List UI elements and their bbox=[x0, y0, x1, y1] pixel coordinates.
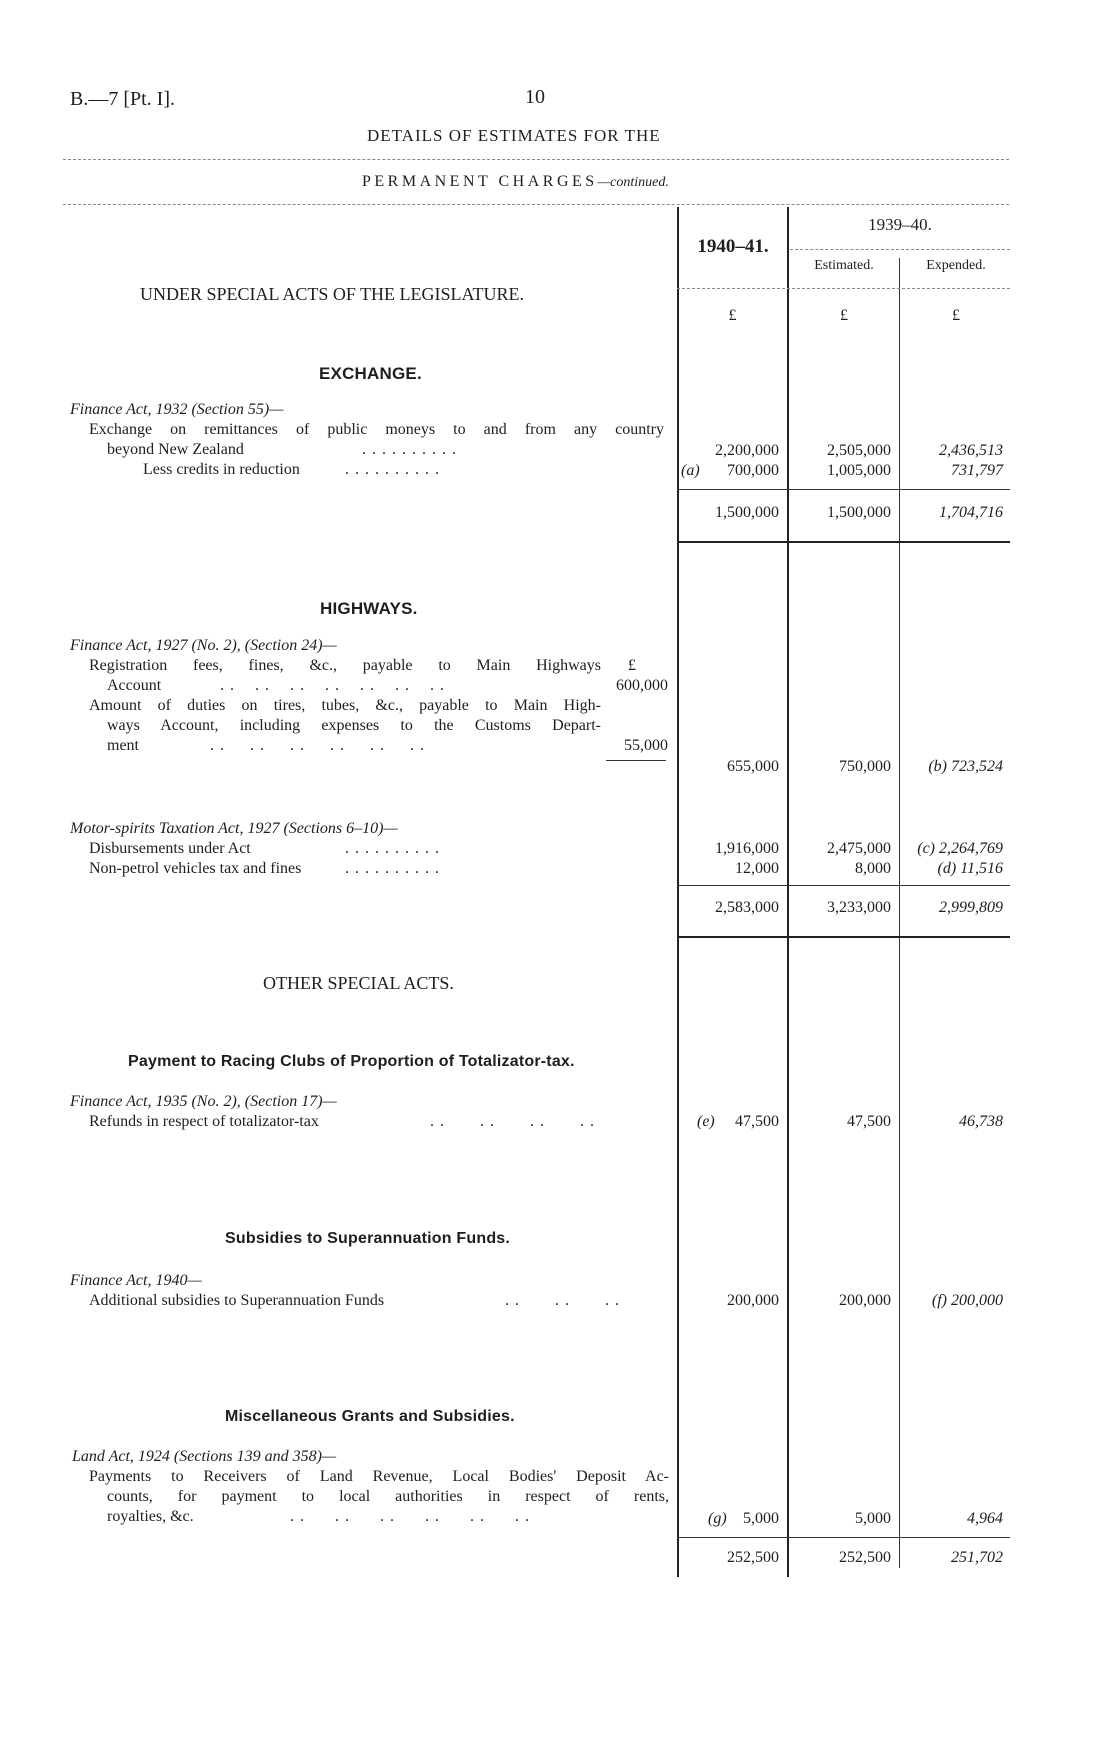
value: 723,524 bbox=[951, 758, 1003, 775]
superannuation-heading: Subsidies to Superannuation Funds. bbox=[225, 1230, 511, 1247]
note-label: (f) bbox=[931, 1292, 947, 1309]
highways-m2-c1: 12,000 bbox=[735, 860, 779, 877]
superannuation-line: Additional subsidies to Superannuation Funds bbox=[89, 1292, 385, 1309]
exchange-line1: Exchange on remittances of public moneys to and from any country bbox=[89, 421, 664, 438]
subtitle-main: PERMANENT CHARGES bbox=[362, 173, 598, 190]
highways-p1-line2: Account bbox=[107, 677, 162, 694]
land-line1: Payments to Receivers of Land Revenue, Local Bodies' Deposit Ac- bbox=[89, 1468, 669, 1485]
racing-line: Refunds in respect of totalizator-tax bbox=[89, 1113, 319, 1130]
land-line2: counts, for payment to local authorities in respect of rents, bbox=[107, 1488, 669, 1505]
exchange-line2: beyond New Zealand bbox=[107, 441, 244, 458]
exchange-r2-c3: 731,797 bbox=[951, 462, 1003, 479]
document-reference: B.—7 [Pt. I]. bbox=[70, 88, 175, 110]
land-act: Land Act, 1924 (Sections 139 and 358)— bbox=[72, 1448, 337, 1465]
note-label: (a) bbox=[681, 462, 700, 479]
note-label: (b) bbox=[928, 758, 947, 775]
leader-dots: . . . . . . . . . . bbox=[345, 860, 440, 877]
exchange-r1-c2: 2,505,000 bbox=[827, 442, 891, 459]
col-divider-left bbox=[677, 207, 679, 1577]
exchange-heading: EXCHANGE. bbox=[319, 364, 422, 383]
other-total-c3: 251,702 bbox=[951, 1549, 1003, 1566]
note-e bbox=[697, 1113, 715, 1131]
colhead-rule bbox=[677, 288, 1010, 289]
land-c3: 4,964 bbox=[967, 1510, 1003, 1527]
highways-sum-rule bbox=[606, 760, 666, 761]
exchange-r1-c1: 2,200,000 bbox=[715, 442, 779, 459]
highways-p2-amount: 55,000 bbox=[624, 737, 668, 754]
leader-dots: . . . . . . . . . . . . . . bbox=[220, 677, 445, 694]
exchange-total-c1: 1,500,000 bbox=[715, 504, 779, 521]
page-number: 10 bbox=[525, 86, 545, 108]
superannuation-c3 bbox=[902, 1292, 1003, 1310]
leader-dots: . . . . . . . . . . bbox=[345, 461, 440, 478]
racing-c1: 47,500 bbox=[735, 1113, 779, 1130]
superannuation-c2: 200,000 bbox=[839, 1292, 891, 1309]
highways-m1: Disbursements under Act bbox=[89, 840, 251, 857]
currency-col2: £ bbox=[840, 307, 848, 324]
highways-p2-line2: ways Account, including expenses to the Customs Depart- bbox=[107, 717, 601, 734]
highways-m1-c1: 1,916,000 bbox=[715, 840, 779, 857]
note-label: (c) bbox=[917, 840, 935, 857]
note-label: (g) bbox=[708, 1510, 727, 1527]
exchange-line3: Less credits in reduction bbox=[143, 461, 300, 478]
land-line3: royalties, &c. bbox=[107, 1508, 194, 1525]
highways-act1: Finance Act, 1927 (No. 2), (Section 24)— bbox=[70, 637, 337, 654]
highways-p1-amount: 600,000 bbox=[616, 677, 668, 694]
col-1940-41: 1940–41. bbox=[697, 236, 769, 257]
other-subtotal-rule bbox=[677, 1537, 1010, 1538]
other-total-c1: 252,500 bbox=[727, 1549, 779, 1566]
highways-act1-c2: 750,000 bbox=[839, 758, 891, 775]
leader-dots: . . . . . . . . . . . . bbox=[210, 737, 425, 754]
note-label: (e) bbox=[697, 1113, 715, 1130]
col-divider-mid bbox=[787, 207, 789, 1577]
subtitle-continued: —continued. bbox=[597, 175, 669, 190]
exchange-total-rule bbox=[677, 541, 1010, 543]
highways-m2-c2: 8,000 bbox=[855, 860, 891, 877]
value: 200,000 bbox=[951, 1292, 1003, 1309]
highways-p2-line3: ment bbox=[107, 737, 139, 754]
leader-dots: . . . . . . . . bbox=[430, 1113, 595, 1130]
col-estimated: Estimated. bbox=[814, 258, 874, 273]
highways-currency: £ bbox=[628, 657, 636, 674]
value: 11,516 bbox=[960, 860, 1003, 877]
superannuation-c1: 200,000 bbox=[727, 1292, 779, 1309]
highways-total-rule bbox=[677, 936, 1010, 938]
leader-dots: . . . . . . bbox=[505, 1292, 620, 1309]
land-c1: 5,000 bbox=[743, 1510, 779, 1527]
subtitle-rule bbox=[63, 204, 1009, 205]
section-heading: UNDER SPECIAL ACTS OF THE LEGISLATURE. bbox=[140, 284, 525, 304]
currency-col1: £ bbox=[728, 307, 737, 324]
other-total-c2: 252,500 bbox=[839, 1549, 891, 1566]
highways-act2: Motor-spirits Taxation Act, 1927 (Sections 6–10)— bbox=[70, 820, 398, 837]
group-rule bbox=[790, 249, 1010, 250]
col-expended: Expended. bbox=[926, 258, 986, 273]
highways-m2: Non-petrol vehicles tax and fines bbox=[89, 860, 302, 877]
highways-total-c2: 3,233,000 bbox=[827, 899, 891, 916]
racing-c3: 46,738 bbox=[959, 1113, 1003, 1130]
racing-act: Finance Act, 1935 (No. 2), (Section 17)— bbox=[70, 1093, 337, 1110]
highways-act1-c1: 655,000 bbox=[727, 758, 779, 775]
highways-total-c1: 2,583,000 bbox=[715, 899, 779, 916]
exchange-r2-c2: 1,005,000 bbox=[827, 462, 891, 479]
exchange-total-c2: 1,500,000 bbox=[827, 504, 891, 521]
note-label: (d) bbox=[937, 860, 957, 877]
page-subtitle bbox=[362, 173, 669, 191]
other-heading: OTHER SPECIAL ACTS. bbox=[263, 973, 454, 993]
racing-c2: 47,500 bbox=[847, 1113, 891, 1130]
land-c2: 5,000 bbox=[855, 1510, 891, 1527]
misc-heading: Miscellaneous Grants and Subsidies. bbox=[225, 1408, 515, 1425]
header-rule bbox=[63, 159, 1009, 160]
highways-total-c3: 2,999,809 bbox=[939, 899, 1003, 916]
exchange-subtotal-rule bbox=[677, 489, 1010, 490]
highways-heading: HIGHWAYS. bbox=[320, 599, 418, 618]
highways-p2-line1: Amount of duties on tires, tubes, &c., payable to Main High- bbox=[89, 697, 601, 714]
exchange-total-c3: 1,704,716 bbox=[939, 504, 1003, 521]
highways-m1-c3 bbox=[902, 840, 1003, 858]
highways-m2-c3 bbox=[902, 860, 1003, 878]
highways-subtotal-rule bbox=[677, 885, 1010, 886]
col-1939-40: 1939–40. bbox=[868, 215, 932, 234]
exchange-act: Finance Act, 1932 (Section 55)— bbox=[70, 401, 284, 418]
superannuation-act: Finance Act, 1940— bbox=[70, 1272, 202, 1289]
value: 2,264,769 bbox=[939, 840, 1003, 857]
highways-act1-c3 bbox=[902, 758, 1003, 776]
leader-dots: . . . . . . . . . . bbox=[345, 840, 440, 857]
leader-dots: . . . . . . . . . . bbox=[362, 441, 457, 458]
racing-heading: Payment to Racing Clubs of Proportion of Totalizator-tax. bbox=[128, 1053, 575, 1070]
leader-dots: . . . . . . . . . . . . bbox=[290, 1508, 530, 1525]
exchange-r2-c1: 700,000 bbox=[727, 462, 779, 479]
exchange-r1-c3: 2,436,513 bbox=[939, 442, 1003, 459]
page-title: DETAILS OF ESTIMATES FOR THE bbox=[367, 126, 661, 145]
highways-p1-line1: Registration fees, fines, &c., payable to Main Highways bbox=[89, 657, 601, 674]
highways-m1-c2: 2,475,000 bbox=[827, 840, 891, 857]
col-divider-right bbox=[899, 258, 900, 1568]
currency-col3: £ bbox=[952, 307, 960, 324]
note-a bbox=[681, 462, 700, 480]
